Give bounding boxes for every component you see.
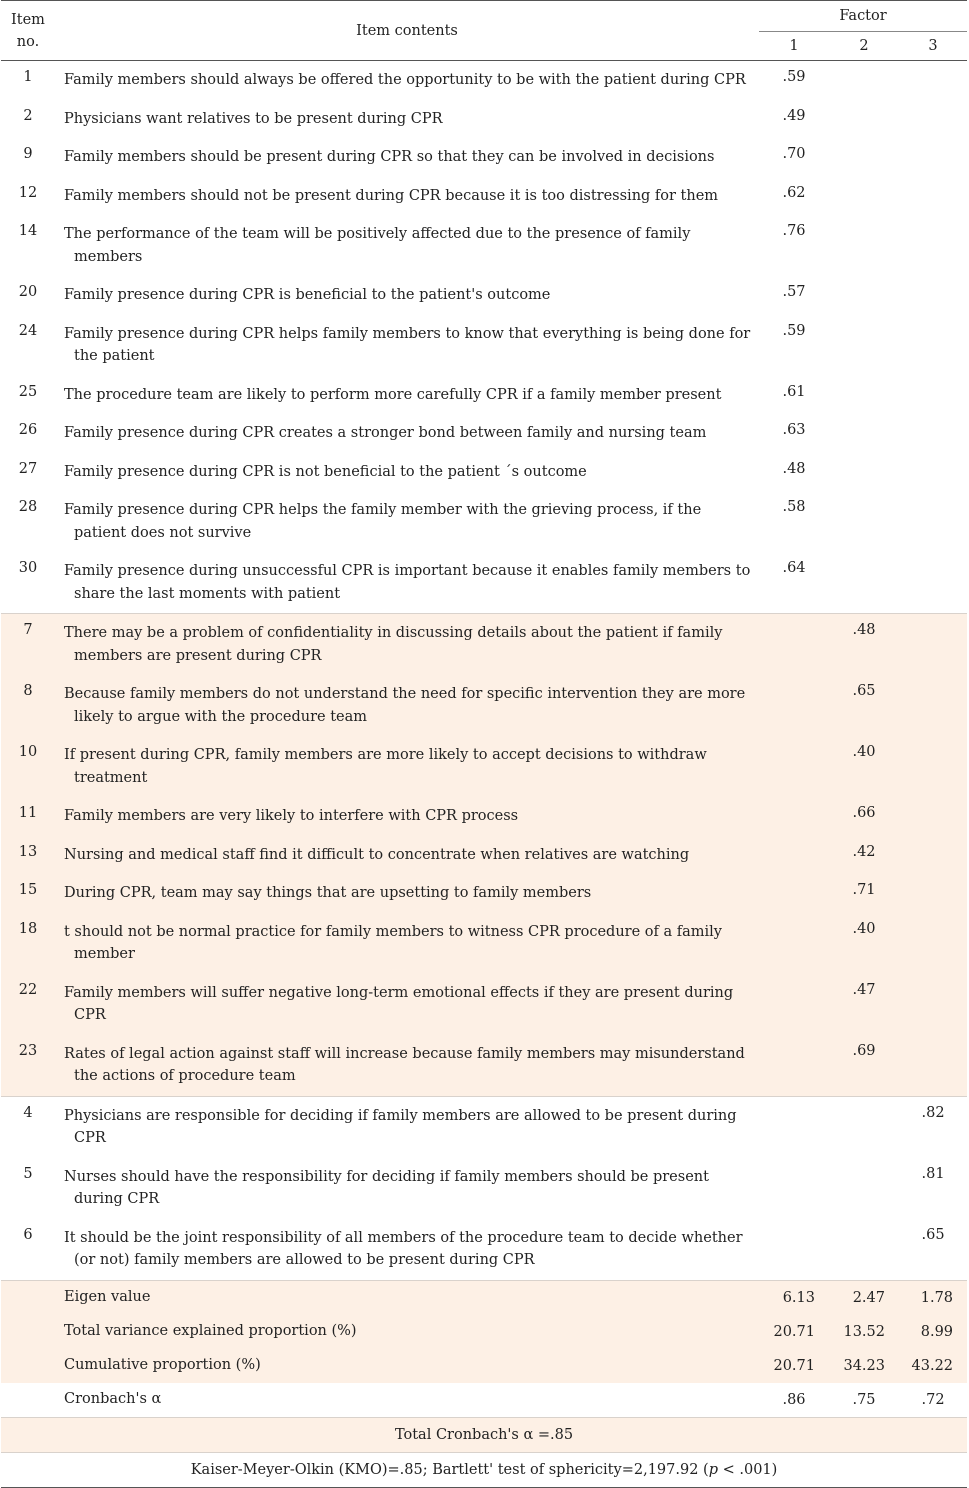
- item-text-content: Family members should not be present during CPR because it is too distressing for them: [64, 187, 719, 204]
- factor-2-loading: [829, 491, 899, 552]
- item-text: [55, 61, 759, 100]
- summary-row: [1, 1315, 967, 1349]
- factor-2-loading: .71: [829, 874, 899, 913]
- factor-header: Factor: [759, 1, 967, 32]
- summary-blank: [1, 1280, 55, 1315]
- item-text-content: t should not be normal practice for family members to witness CPR procedure of a family member: [64, 923, 722, 962]
- item-text: [55, 491, 759, 552]
- item-text: [55, 215, 759, 276]
- item-text-content: Physicians are responsible for deciding if family members are allowed to be present during CPR: [64, 1107, 737, 1146]
- total-alpha-row: [1, 1417, 967, 1452]
- item-text-content: Family members will suffer negative long-term emotional effects if they are present during CPR: [64, 984, 734, 1023]
- item-number: 23: [1, 1035, 55, 1097]
- item-text-content: Family presence during CPR is beneficial to the patient's outcome: [64, 287, 551, 303]
- factor-2-loading: [829, 1158, 899, 1219]
- factor-loading-table: [1, 0, 967, 1488]
- item-number: 10: [1, 736, 55, 797]
- table-row: [1, 675, 967, 736]
- table-body: [1, 61, 967, 1488]
- factor-2-loading: [829, 1219, 899, 1281]
- table-row: [1, 1219, 967, 1281]
- item-text-content: Family members should always be offered the opportunity to be with the patient during CPR: [64, 72, 746, 88]
- factor-3-loading: .82: [921, 1104, 945, 1121]
- factor-2-value: 2.47: [829, 1280, 899, 1315]
- factor-1-loading: [759, 913, 829, 974]
- factor-3-loading: [899, 797, 967, 836]
- item-number: 25: [18, 383, 38, 400]
- cronbach-alpha-row: [1, 1383, 967, 1418]
- factor-1-loading: .59: [782, 69, 806, 85]
- factor-3-loading: [899, 138, 967, 177]
- table-row: [1, 315, 967, 376]
- factor-2-loading: .65: [829, 675, 899, 736]
- table-row: [1, 913, 967, 974]
- factor-1-loading: [759, 974, 829, 1035]
- total-alpha: Total Cronbach's α =.85: [1, 1417, 967, 1452]
- item-text-content: It should be the joint responsibility of all members of the procedure team to decide whether (or not) family members are allowed to be present during CPR: [64, 1229, 743, 1268]
- item-number: 13: [1, 836, 55, 875]
- item-no-header: Item no.: [1, 1, 55, 61]
- item-number: 28: [18, 499, 38, 515]
- factor-2-loading: [829, 215, 899, 276]
- factor-2-loading: [829, 61, 899, 100]
- table-row: [1, 491, 967, 552]
- table-row: [1, 614, 967, 676]
- item-text: [55, 138, 759, 177]
- factor-1-alpha: .86: [782, 1391, 806, 1408]
- item-text: [55, 453, 759, 492]
- factor-3-loading: [899, 376, 967, 415]
- item-text-content: The performance of the team will be positively affected due to the presence of family members: [64, 226, 691, 265]
- item-text-content: Family presence during CPR creates a stronger bond between family and nursing team: [64, 425, 707, 441]
- item-number: 18: [1, 913, 55, 974]
- item-number: 8: [1, 675, 55, 736]
- item-text: [55, 874, 759, 913]
- factor-3-loading: .81: [921, 1165, 945, 1182]
- factor-3-loading: [899, 552, 967, 614]
- factor-1-value: 6.13: [759, 1280, 829, 1315]
- factor-2-alpha: .75: [852, 1391, 876, 1408]
- table-row: [1, 552, 967, 614]
- item-text: [55, 1096, 759, 1158]
- factor-1-loading: .63: [782, 422, 806, 438]
- summary-blank: [1, 1315, 55, 1349]
- item-text-content: Physicians want relatives to be present during CPR: [64, 110, 443, 127]
- summary-row: [1, 1349, 967, 1383]
- alpha-label: Cronbach's α: [64, 1391, 162, 1408]
- item-text: [55, 1158, 759, 1219]
- item-number: 6: [1, 1219, 55, 1281]
- item-text-content: Family presence during unsuccessful CPR is important because it enables family members to share the last moments with patient: [64, 563, 751, 602]
- factor-1-loading: .57: [782, 284, 806, 300]
- item-text-content: Nurses should have the responsibility for deciding if family members should be present during CPR: [64, 1168, 709, 1207]
- factor-2-loading: .40: [829, 736, 899, 797]
- item-text-content: Family presence during CPR helps the family member with the grieving process, if the patient does not survive: [64, 502, 702, 541]
- factor-3-loading: [899, 276, 967, 315]
- item-text: [55, 376, 759, 415]
- factor-2-loading: .48: [829, 614, 899, 676]
- factor-3-loading: [899, 1035, 967, 1097]
- kmo-row: [1, 1452, 967, 1487]
- item-text-content: There may be a problem of confidentiality in discussing details about the patient if family members are present during CPR: [64, 625, 723, 664]
- summary-row: [1, 1280, 967, 1315]
- factor-1-loading: [759, 1219, 829, 1281]
- factor-2-loading: .47: [829, 974, 899, 1035]
- table-row: [1, 1158, 967, 1219]
- factor-1-loading: [759, 736, 829, 797]
- item-number: 2: [23, 107, 33, 124]
- item-number: 12: [18, 184, 38, 201]
- factor-2-value: 34.23: [829, 1349, 899, 1383]
- factor-1-loading: .58: [782, 499, 806, 515]
- item-text-content: The procedure team are likely to perform more carefully CPR if a family member present: [64, 386, 722, 403]
- factor-3-value: 8.99: [899, 1315, 967, 1349]
- factor-1-loading: .62: [782, 184, 806, 201]
- item-number: 9: [23, 146, 33, 162]
- table-row: [1, 414, 967, 453]
- item-number: 27: [18, 460, 38, 477]
- factor-3-loading: [899, 414, 967, 453]
- item-number: 20: [18, 284, 38, 300]
- factor-1-loading: .76: [782, 223, 806, 239]
- alpha-blank: [1, 1383, 55, 1418]
- table-row: [1, 874, 967, 913]
- factor-3-loading: [899, 736, 967, 797]
- item-text: [55, 315, 759, 376]
- table-row: [1, 453, 967, 492]
- kmo-text: Kaiser-Meyer-Olkin (KMO)=.85; Bartlett' test of sphericity=2,197.92 (: [190, 1461, 709, 1478]
- item-text-content: Because family members do not understand the need for specific intervention they are more likely to argue with the procedure team: [64, 686, 746, 725]
- factor-2-loading: [829, 138, 899, 177]
- table-row: [1, 177, 967, 216]
- table-row: [1, 836, 967, 875]
- factor-3-loading: [899, 614, 967, 676]
- factor-1-loading: .64: [759, 552, 829, 614]
- summary-label: Cumulative proportion (%): [55, 1349, 759, 1383]
- item-text: [55, 797, 759, 836]
- factor-3-loading: [899, 215, 967, 276]
- item-text: [55, 276, 759, 315]
- item-text: [55, 974, 759, 1035]
- item-number: 1: [23, 69, 33, 85]
- item-text-content: Family members should be present during CPR so that they can be involved in decisions: [64, 149, 715, 165]
- factor-2-loading: .42: [829, 836, 899, 875]
- factor-1-value: 20.71: [759, 1315, 829, 1349]
- factor-1-loading: .59: [782, 322, 806, 339]
- factor-3-loading: [899, 100, 967, 139]
- factor-3-loading: [899, 177, 967, 216]
- factor-1-loading: .70: [782, 146, 806, 162]
- item-text: [55, 614, 759, 676]
- factor-1-loading: .61: [782, 383, 806, 400]
- item-number: 15: [1, 874, 55, 913]
- table-row: [1, 797, 967, 836]
- factor-2-loading: [829, 276, 899, 315]
- table-row: [1, 974, 967, 1035]
- factor-1-loading: [759, 1096, 829, 1158]
- table-row: [1, 61, 967, 100]
- summary-label: Total variance explained proportion (%): [55, 1315, 759, 1349]
- item-number: 4: [23, 1104, 33, 1121]
- table-row: [1, 215, 967, 276]
- item-number: 30: [1, 552, 55, 614]
- item-text: [55, 177, 759, 216]
- item-text-content: Family presence during CPR is not beneficial to the patient ´s outcome: [64, 463, 587, 480]
- item-text: [55, 836, 759, 875]
- factor-1-loading: [759, 874, 829, 913]
- factor-3-loading: [899, 874, 967, 913]
- factor-1-loading: [759, 797, 829, 836]
- item-text: [55, 913, 759, 974]
- factor-3-value: 43.22: [899, 1349, 967, 1383]
- item-number: 11: [1, 797, 55, 836]
- table-row: [1, 138, 967, 177]
- p-symbol: p: [708, 1461, 718, 1478]
- factor-2-loading: [829, 376, 899, 415]
- factor-3-loading: [899, 913, 967, 974]
- factor-1-loading: .49: [782, 107, 806, 124]
- table-row: [1, 1035, 967, 1097]
- item-text-content: Nursing and medical staff find it difficult to concentrate when relatives are watching: [64, 846, 690, 863]
- item-text: [55, 675, 759, 736]
- summary-label: Eigen value: [55, 1280, 759, 1315]
- item-text-content: Family presence during CPR helps family members to know that everything is being done for the patient: [64, 325, 751, 364]
- item-text-content: During CPR, team may say things that are upsetting to family members: [64, 885, 592, 901]
- factor-1-header: 1: [759, 32, 829, 61]
- factor-2-loading: .66: [829, 797, 899, 836]
- table-row: [1, 1096, 967, 1158]
- item-number: 26: [18, 422, 38, 438]
- factor-1-value: 20.71: [759, 1349, 829, 1383]
- item-text: [55, 414, 759, 453]
- factor-1-loading: .48: [782, 460, 806, 477]
- factor-1-loading: [759, 675, 829, 736]
- factor-3-loading: [899, 61, 967, 100]
- factor-2-loading: [829, 552, 899, 614]
- item-text: [55, 736, 759, 797]
- item-number: 7: [1, 614, 55, 676]
- factor-2-header: 2: [829, 32, 899, 61]
- kmo-note: [1, 1452, 967, 1487]
- factor-3-loading: [899, 675, 967, 736]
- factor-3-header: 3: [899, 32, 967, 61]
- item-contents-header: Item contents: [55, 1, 759, 61]
- summary-blank: [1, 1349, 55, 1383]
- item-number: 14: [18, 223, 38, 239]
- p-value: < .001): [718, 1461, 778, 1478]
- factor-1-loading: [759, 1158, 829, 1219]
- item-text: [55, 1219, 759, 1281]
- factor-3-value: 1.78: [899, 1280, 967, 1315]
- factor-3-loading: [899, 315, 967, 376]
- table-row: [1, 100, 967, 139]
- factor-2-loading: [829, 453, 899, 492]
- item-text: [55, 100, 759, 139]
- table-row: [1, 276, 967, 315]
- factor-2-loading: [829, 100, 899, 139]
- item-number: 5: [23, 1165, 33, 1182]
- factor-2-loading: [829, 315, 899, 376]
- factor-3-loading: [899, 836, 967, 875]
- factor-1-loading: [759, 1035, 829, 1097]
- factor-3-loading: [899, 453, 967, 492]
- factor-2-loading: [829, 414, 899, 453]
- factor-3-loading: [899, 974, 967, 1035]
- item-number: 22: [1, 974, 55, 1035]
- factor-2-loading: [829, 177, 899, 216]
- factor-2-loading: .40: [829, 913, 899, 974]
- factor-1-loading: [759, 614, 829, 676]
- factor-3-loading: [899, 491, 967, 552]
- item-text-content: Rates of legal action against staff will increase because family members may misunderstand the actions of procedure team: [64, 1045, 745, 1084]
- item-text-content: If present during CPR, family members are more likely to accept decisions to withdraw treatment: [64, 747, 707, 786]
- item-text: [55, 1035, 759, 1097]
- factor-1-loading: [759, 836, 829, 875]
- factor-2-loading: [829, 1096, 899, 1158]
- factor-2-value: 13.52: [829, 1315, 899, 1349]
- item-text: [55, 552, 759, 614]
- item-text-content: Family members are very likely to interfere with CPR process: [64, 808, 519, 824]
- item-number: 24: [18, 322, 38, 339]
- factor-3-alpha: .72: [921, 1391, 945, 1408]
- factor-2-loading: .69: [829, 1035, 899, 1097]
- table-row: [1, 376, 967, 415]
- factor-3-loading: .65: [899, 1219, 967, 1281]
- table-row: [1, 736, 967, 797]
